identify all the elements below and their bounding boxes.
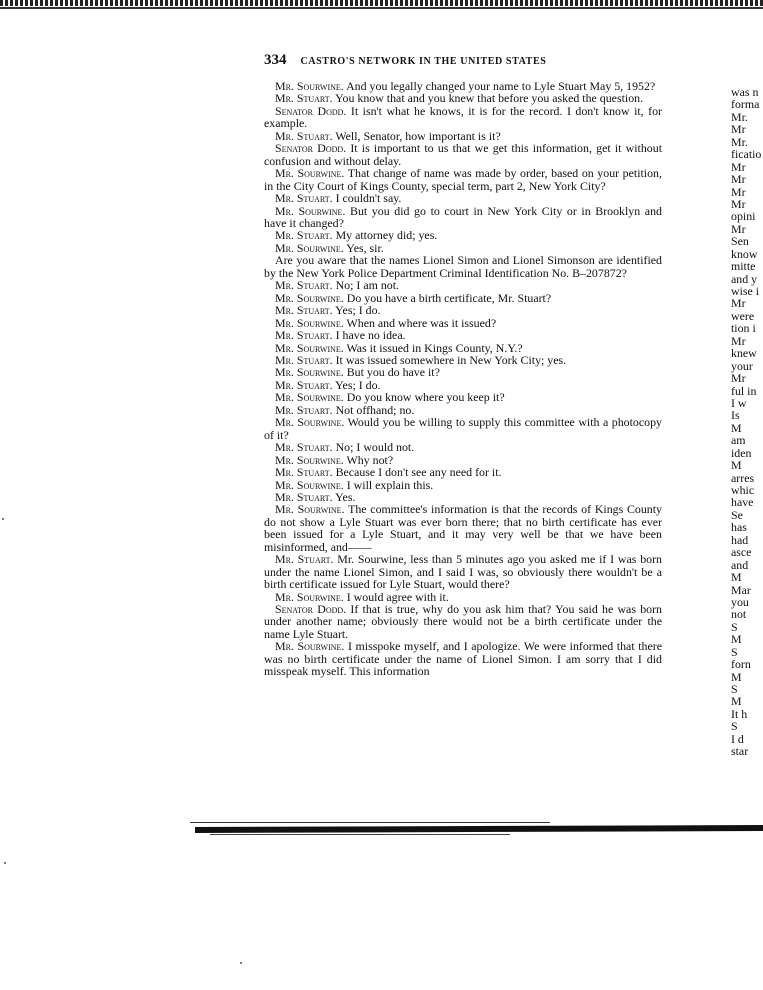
fragment-line: S	[731, 682, 738, 696]
fragment-line: M	[731, 570, 742, 585]
paragraph-text: Do you have a birth certificate, Mr. Stuart?	[343, 290, 552, 305]
fragment-line: M	[731, 632, 742, 647]
speaker-name: Mr. Stuart.	[275, 352, 333, 367]
speaker-name: Mr. Sourwine.	[275, 502, 345, 517]
paragraph-text: But you did go to court in New York City or in Brooklyn and have it changed?	[264, 203, 662, 230]
speaker-name: Mr. Sourwine.	[275, 79, 344, 93]
paragraph-text: Yes, sir.	[343, 240, 384, 255]
paragraph-text: And you legally changed your name to Lyle Stuart May 5, 1952?	[343, 79, 656, 93]
transcript-paragraph	[264, 205, 662, 230]
paragraph-text: No; I would not.	[332, 440, 415, 455]
speaker-name: Mr. Sourwine.	[275, 477, 344, 492]
paragraph-text: I couldn't say.	[332, 191, 402, 206]
fragment-line: asce	[731, 545, 752, 560]
speaker-name: Mr. Stuart.	[275, 228, 333, 243]
top-border-rule	[0, 0, 763, 6]
transcript-paragraph	[264, 254, 662, 279]
speaker-name: Mr. Stuart.	[275, 128, 333, 143]
page-header	[264, 52, 664, 72]
bottom-rule-thick	[195, 825, 763, 833]
paragraph-text: I misspoke myself, and I apologize. We were informed that there was no birth certificate under the name of Lionel Simon. I am sorry that I did misspeak myself. This information	[264, 639, 662, 679]
fragment-line: M	[731, 420, 742, 435]
fragment-line: S	[731, 644, 738, 659]
speaker-name: Mr. Stuart.	[275, 191, 333, 206]
fragment-line: ful in	[731, 383, 757, 398]
paragraph-text: Was it issued in Kings County, N.Y.?	[343, 340, 523, 355]
speaker-name: Senator Dodd.	[275, 602, 347, 617]
fragment-line: were	[731, 308, 755, 323]
transcript-paragraph	[264, 105, 662, 130]
scan-speck	[240, 962, 242, 964]
fragment-line: Mr	[731, 371, 746, 386]
paragraph-text: When and where was it issued?	[343, 315, 497, 330]
speaker-name: Mr. Sourwine.	[275, 390, 344, 405]
paragraph-text: I have no idea.	[332, 328, 406, 343]
speaker-name: Mr. Stuart.	[275, 440, 333, 455]
transcript-paragraph	[264, 603, 662, 640]
fragment-line: forn	[731, 657, 751, 672]
fragment-line: Mr	[731, 196, 746, 211]
top-border-line	[0, 7, 763, 9]
fragment-line: arres	[731, 470, 755, 485]
fragment-line: Mr	[731, 122, 746, 137]
paragraph-text: Do you know where you keep it?	[343, 390, 505, 405]
paragraph-text: If that is true, why do you ask him that? You said he was born under another name; obviously there would not be a birth certificate under the name Lyle Stuart.	[264, 602, 662, 641]
scan-speck	[2, 518, 4, 520]
paragraph-text: Not offhand; no.	[332, 402, 415, 417]
fragment-line: M	[731, 458, 742, 473]
fragment-line: M	[731, 669, 742, 684]
paragraph-text: My attorney did; yes.	[332, 228, 438, 243]
fragment-line: Mr	[731, 172, 746, 187]
speaker-name: Mr. Stuart.	[275, 303, 333, 318]
paragraph-text: Yes; I do.	[332, 377, 381, 392]
speaker-name: Mr. Stuart.	[275, 489, 333, 504]
fragment-line: and	[731, 557, 749, 572]
fragment-line: I w	[731, 395, 747, 410]
fragment-line: had	[731, 532, 749, 547]
fragment-line: have	[731, 495, 754, 510]
speaker-name: Mr. Sourwine.	[275, 589, 344, 604]
speaker-name: Mr. Sourwine.	[275, 240, 344, 255]
paragraph-text: Yes; I do.	[332, 303, 381, 318]
fragment-line: M	[731, 694, 742, 709]
transcript-paragraph	[264, 553, 662, 590]
adjacent-page-fragment	[731, 86, 763, 758]
transcript-paragraph	[264, 142, 662, 167]
speaker-name: Mr. Sourwine.	[275, 639, 345, 654]
transcript-paragraph	[264, 503, 662, 553]
bottom-rule-lower	[210, 834, 510, 835]
speaker-name: Mr. Sourwine.	[275, 365, 344, 380]
fragment-line: I d	[731, 731, 744, 746]
fragment-line: star	[731, 744, 749, 758]
paragraph-text: But you do have it?	[343, 365, 440, 380]
fragment-line: your	[731, 358, 753, 373]
fragment-line: Mr	[731, 333, 746, 348]
paragraph-text: I would agree with it.	[343, 589, 449, 604]
fragment-line: knew	[731, 346, 757, 361]
paragraph-text: That change of name was made by order, based on your petition, in the City Court of Kings County, special term, part 2, New York City?	[264, 166, 662, 193]
fragment-line: S	[731, 619, 738, 634]
transcript-column	[264, 80, 662, 678]
fragment-line: know	[731, 246, 758, 261]
speaker-name: Mr. Stuart.	[275, 91, 333, 106]
running-head: CASTRO'S NETWORK IN THE UNITED STATES	[300, 56, 547, 67]
transcript-paragraph	[264, 640, 662, 677]
speaker-name: Mr. Stuart.	[275, 402, 333, 417]
fragment-line: whic	[731, 483, 755, 497]
fragment-line: has	[731, 520, 747, 535]
fragment-line: Mr.	[731, 109, 748, 124]
paragraph-text: Why not?	[343, 452, 394, 467]
speaker-name: Mr. Stuart.	[275, 278, 333, 293]
paragraph-text: It isn't what he knows, it is for the record. I don't know it, for example.	[264, 103, 662, 131]
fragment-line: Mr	[731, 184, 746, 199]
fragment-line: mitte	[731, 259, 756, 274]
paragraph-text: Yes.	[332, 489, 356, 504]
fragment-line: you	[731, 594, 749, 609]
page-number: 334	[264, 52, 287, 68]
fragment-line: was n	[731, 86, 759, 99]
fragment-line: Is	[731, 408, 740, 423]
speaker-name: Mr. Stuart.	[275, 377, 333, 392]
paragraph-text: Well, Senator, how important is it?	[332, 128, 501, 143]
fragment-line: Mr.	[731, 134, 748, 149]
paragraph-text: No; I am not.	[332, 278, 400, 293]
fragment-line: forma	[731, 97, 760, 112]
speaker-name: Senator Dodd.	[275, 141, 347, 156]
fragment-line: iden	[731, 445, 752, 460]
fragment-line: Sen	[731, 234, 749, 249]
transcript-paragraph	[264, 416, 662, 441]
fragment-line: It h	[731, 706, 748, 721]
speaker-name: Mr. Stuart.	[275, 328, 333, 343]
fragment-line: not	[731, 607, 747, 622]
fragment-line: and y	[731, 271, 758, 286]
paragraph-text: Are you aware that the names Lionel Simon and Lionel Simonson are identified by the New York Police Department Criminal Identification No. B–207872?	[264, 253, 662, 280]
fragment-line: Mar	[731, 582, 751, 597]
speaker-name: Senator Dodd.	[275, 103, 347, 118]
paragraph-text: Mr. Sourwine, less than 5 minutes ago you asked me if I was born under the name Lionel Simon, and I said I was, so obviously there wouldn't be a birth certificate issued for Lyle Stuart, would there?	[264, 552, 662, 592]
fragment-line: ficatio	[731, 147, 762, 162]
speaker-name: Mr. Sourwine.	[275, 415, 345, 430]
speaker-name: Mr. Sourwine.	[275, 315, 344, 330]
speaker-name: Mr. Sourwine.	[275, 340, 344, 355]
paragraph-text: The committee's information is that the records of Kings County do not show a Lyle Stuart was ever born there; that no birth certificate has ever been issued for a Lyle Stuart, and it may very well be that we have been misinformed, and——	[264, 502, 662, 554]
paragraph-text: Because I don't see any need for it.	[332, 465, 502, 480]
paragraph-text: I will explain this.	[343, 477, 434, 492]
paragraph-text: It was issued somewhere in New York City; yes.	[332, 352, 567, 367]
fragment-line: Mr	[731, 159, 746, 174]
fragment-line: opini	[731, 209, 756, 224]
speaker-name: Mr. Sourwine.	[275, 166, 345, 181]
fragment-line: tion i	[731, 321, 756, 336]
paragraph-text: Would you be willing to supply this committee with a photocopy of it?	[264, 415, 662, 442]
paragraph-text: It is important to us that we get this information, get it without confusion and without delay.	[264, 141, 663, 168]
speaker-name: Mr. Stuart.	[275, 465, 333, 480]
speaker-name: Mr. Sourwine.	[275, 290, 344, 305]
fragment-line: am	[731, 433, 746, 448]
fragment-line: S	[731, 719, 738, 734]
transcript-paragraph	[264, 167, 662, 192]
fragment-line: Mr	[731, 296, 746, 311]
fragment-line: Mr	[731, 221, 746, 236]
fragment-line: Se	[731, 507, 743, 522]
speaker-name: Mr. Sourwine.	[275, 452, 344, 467]
bottom-rule-thin	[190, 822, 550, 823]
speaker-name: Mr. Stuart.	[275, 552, 334, 567]
speaker-name: Mr. Sourwine.	[275, 203, 346, 218]
paragraph-text: You know that and you knew that before you asked the question.	[332, 91, 644, 106]
fragment-line: wise i	[731, 284, 760, 298]
scan-speck	[4, 862, 6, 864]
